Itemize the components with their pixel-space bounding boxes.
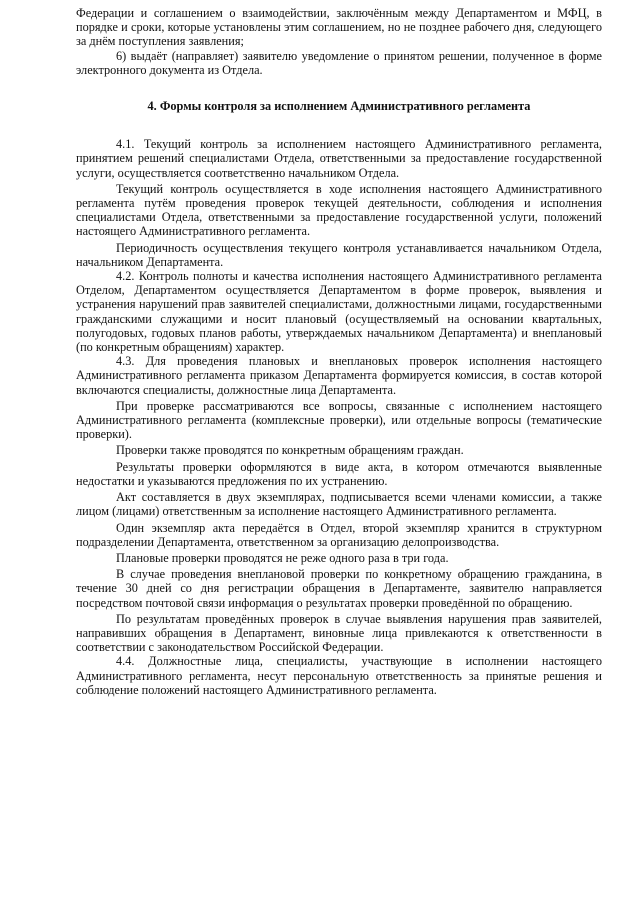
paragraph-planned: Плановые проверки проводятся не реже одного раза в три года. <box>116 550 449 565</box>
paragraph-periodicity: Периодичность осуществления текущего контроля устанавливается начальником Отдела, начальником Департамента. <box>76 240 602 269</box>
paragraph-act: Акт составляется в двух экземплярах, подписывается всеми членами комиссии, а также лицом (лицами) ответственным за исполнение настоящего Административного регламента. <box>76 490 602 519</box>
paragraph-results: Результаты проверки оформляются в виде акта, в котором отмечаются выявленные недостатки и указываются предложения по их устранению. <box>76 459 602 488</box>
continuation-paragraph: Федерации и соглашением о взаимодействии, заключённым между Департаментом и МФЦ, в порядке и сроки, которые установлены этим соглашением, но не позднее рабочего дня, следующего за днём поступления заявления; <box>76 6 602 49</box>
section-title: 4. Формы контроля за исполнением Административного регламента <box>147 99 531 114</box>
paragraph-citizen-appeals: Проверки также проводятся по конкретным обращениям граждан. <box>116 443 464 458</box>
paragraph-4-2: 4.2. Контроль полноты и качества исполнения настоящего Административного регламента Отделом, Департаментом осуществляется Департаментом в форме проверок, выявления и устранения нарушений прав заявителей специалистами, должностными лицами, государственными гражданскими служащими и носит плановый (осуществляемый на основании квартальных, полугодовых, годовых планов работы, утверждаемых начальником Департамента) и внеплановый (по конкретным обращениям) характер. <box>76 269 602 355</box>
continuation-item-6: 6) выдаёт (направляет) заявителю уведомление о принятом решении, полученное в форме электронного документа из Отдела. <box>76 48 602 77</box>
paragraph-inspection-scope: При проверке рассматриваются все вопросы, связанные с исполнением настоящего Административного регламента (комплексные проверки), или отдельные вопросы (тематические проверки). <box>76 398 602 442</box>
paragraph-copies: Один экземпляр акта передаётся в Отдел, второй экземпляр хранится в структурном подразделении Департамента, ответственном за организацию делопроизводства. <box>76 520 602 549</box>
paragraph-violations: По результатам проведённых проверок в случае выявления нарушения прав заявителей, направивших обращения в Департамент, виновные лица привлекаются к ответственности в соответствии с законодательством Российской Федерации. <box>76 611 602 655</box>
paragraph-current-control: Текущий контроль осуществляется в ходе исполнения настоящего Административного регламента путём проведения проверок текущей деятельности, соблюдения и исполнения специалистами Отдела, ответственными за предоставление государственной услуги, положений настоящего Административного регламента. <box>76 181 602 239</box>
paragraph-4-1: 4.1. Текущий контроль за исполнением настоящего Административного регламента, принятием решений специалистами Отдела, ответственными за предоставление государственной услуги, осуществляется соответственно начальником Отдела. <box>76 137 602 180</box>
paragraph-unplanned: В случае проведения внеплановой проверки по конкретному обращению гражданина, в течение 30 дней со дня регистрации обращения в Департаменте, заявителю направляется посредством почтовой связи информация о результатах проверки проведённой по обращению. <box>76 567 602 610</box>
document-page <box>76 6 602 697</box>
paragraph-4-3: 4.3. Для проведения плановых и внеплановых проверок исполнения настоящего Административного регламента приказом Департамента формируется комиссия, в состав которой включаются специалисты, должностные лица Департамента. <box>76 354 602 397</box>
paragraph-4-4: 4.4. Должностные лица, специалисты, участвующие в исполнении настоящего Административного регламента, несут персональную ответственность за принятые решения и соблюдение положений настоящего Административного регламента. <box>76 654 602 697</box>
